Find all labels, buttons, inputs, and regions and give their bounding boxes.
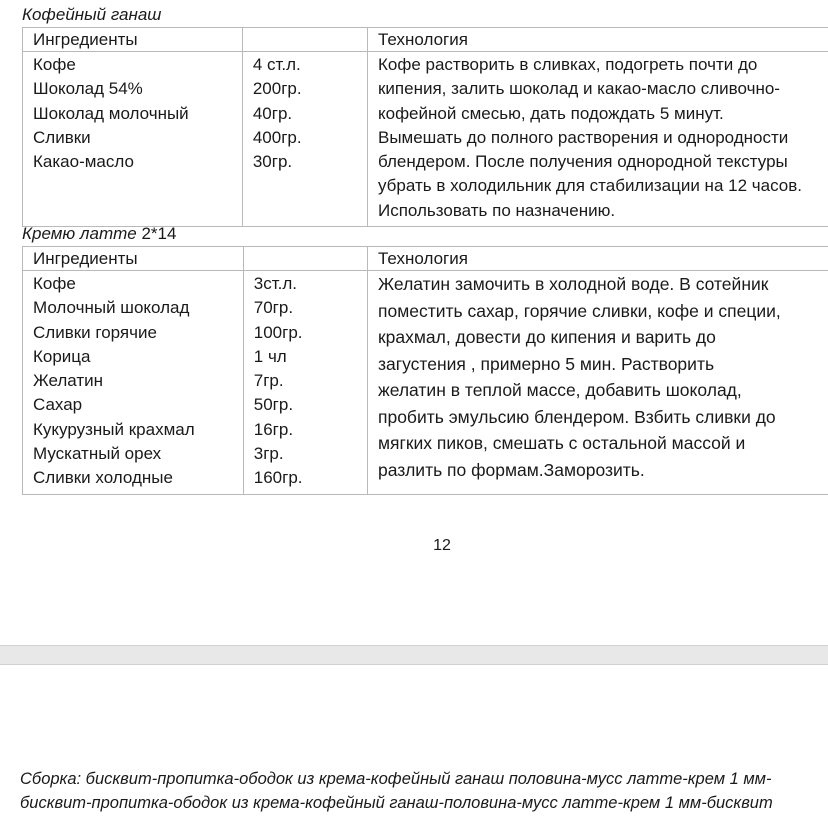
recipe-title-text: Кофейный ганаш	[22, 5, 162, 24]
recipe-title	[22, 5, 161, 25]
ingredient-item: Какао-масло	[33, 152, 134, 172]
header-quantity	[243, 247, 367, 271]
table-header-row	[23, 28, 828, 52]
quantity-item: 7гр.	[253, 371, 284, 391]
quantity-item: 16гр.	[253, 419, 294, 439]
recipe-table	[22, 246, 828, 495]
table-body-row	[23, 271, 828, 495]
header-technology: Технология	[367, 28, 828, 52]
recipe-title-suffix: 2*14	[136, 224, 177, 243]
quantity-item: 1 чл	[253, 346, 287, 366]
table-body-row	[23, 52, 828, 227]
header-ingredients: Ингредиенты	[23, 28, 243, 52]
recipe-table	[22, 27, 828, 227]
ingredient-item: Сливки холодные	[33, 468, 173, 488]
page-separator	[0, 645, 828, 665]
quantity-item: 40гр.	[252, 103, 293, 123]
quantity-item: 3гр.	[253, 444, 284, 464]
ingredient-item: Молочный шоколад	[33, 298, 190, 318]
quantities-cell	[243, 271, 367, 495]
quantity-item: 50гр.	[253, 395, 294, 415]
ingredients-cell	[23, 52, 243, 227]
recipe-title	[22, 224, 176, 244]
document-page-bottom	[0, 665, 828, 820]
quantity-item: 4 ст.л.	[252, 55, 301, 74]
assembly-line: бисквит-пропитка-ободок из крема-кофейный ганаш-половина-мусс латте-крем 1 мм-бисквит	[20, 794, 773, 812]
ingredient-item: Кукурузный крахмал	[33, 419, 195, 439]
quantity-item: 30гр.	[252, 152, 293, 172]
technology-cell	[367, 52, 828, 227]
ingredient-item: Кофе	[33, 274, 76, 293]
ingredient-item: Шоколад молочный	[33, 103, 189, 123]
quantity-item: 200гр.	[252, 79, 302, 99]
quantity-item: 70гр.	[253, 298, 294, 318]
ingredient-item: Кофе	[33, 55, 76, 74]
quantity-item: 400гр.	[252, 127, 302, 147]
header-technology: Технология	[367, 247, 828, 271]
ingredient-item: Сливки горячие	[33, 322, 157, 342]
quantities-cell	[242, 52, 367, 227]
header-ingredients: Ингредиенты	[23, 247, 244, 271]
quantity-item: 3ст.л.	[253, 274, 297, 293]
header-quantity	[242, 28, 367, 52]
ingredients-cell	[23, 271, 244, 495]
ingredient-item: Шоколад 54%	[33, 79, 143, 99]
page-number: 12	[433, 537, 451, 554]
assembly-line: Сборка: бисквит-пропитка-ободок из крема-кофейный ганаш половина-мусс латте-крем 1 мм-	[20, 770, 772, 788]
recipe-title-text: Кремю латте	[22, 224, 137, 243]
technology-text: Кофе растворить в сливках, подогреть почти до кипения, залить шоколад и какао-масло сливочно- кофейной смесью, дать подождать 5 минут. Вымешать до полного растворения и однородности блендером. После получения однородной текстуры убрать в холодильник для стабилизации на 12 часов. Использовать по назначению.	[377, 55, 802, 220]
technology-text: Желатин замочить в холодной воде. В сотейник поместить сахар, горячие сливки, кофе и специи, крахмал, довести до кипения и варить до загустения , примерно 5 мин. Растворить желатин в теплой массе, добавить шоколад, пробить эмульсию блендером. Взбить сливки до мягких пиков, смешать с остальной массой и разлить по формам.Заморозить.	[377, 274, 781, 480]
ingredient-item: Желатин	[33, 371, 104, 391]
ingredient-item: Сливки	[33, 127, 91, 147]
ingredient-item: Сахар	[33, 395, 83, 415]
quantity-item: 100гр.	[253, 322, 303, 342]
technology-cell	[367, 271, 828, 495]
quantity-item: 160гр.	[253, 468, 303, 488]
table-header-row	[23, 247, 828, 271]
ingredient-item: Мускатный орех	[33, 444, 162, 464]
ingredient-item: Корица	[33, 346, 91, 366]
